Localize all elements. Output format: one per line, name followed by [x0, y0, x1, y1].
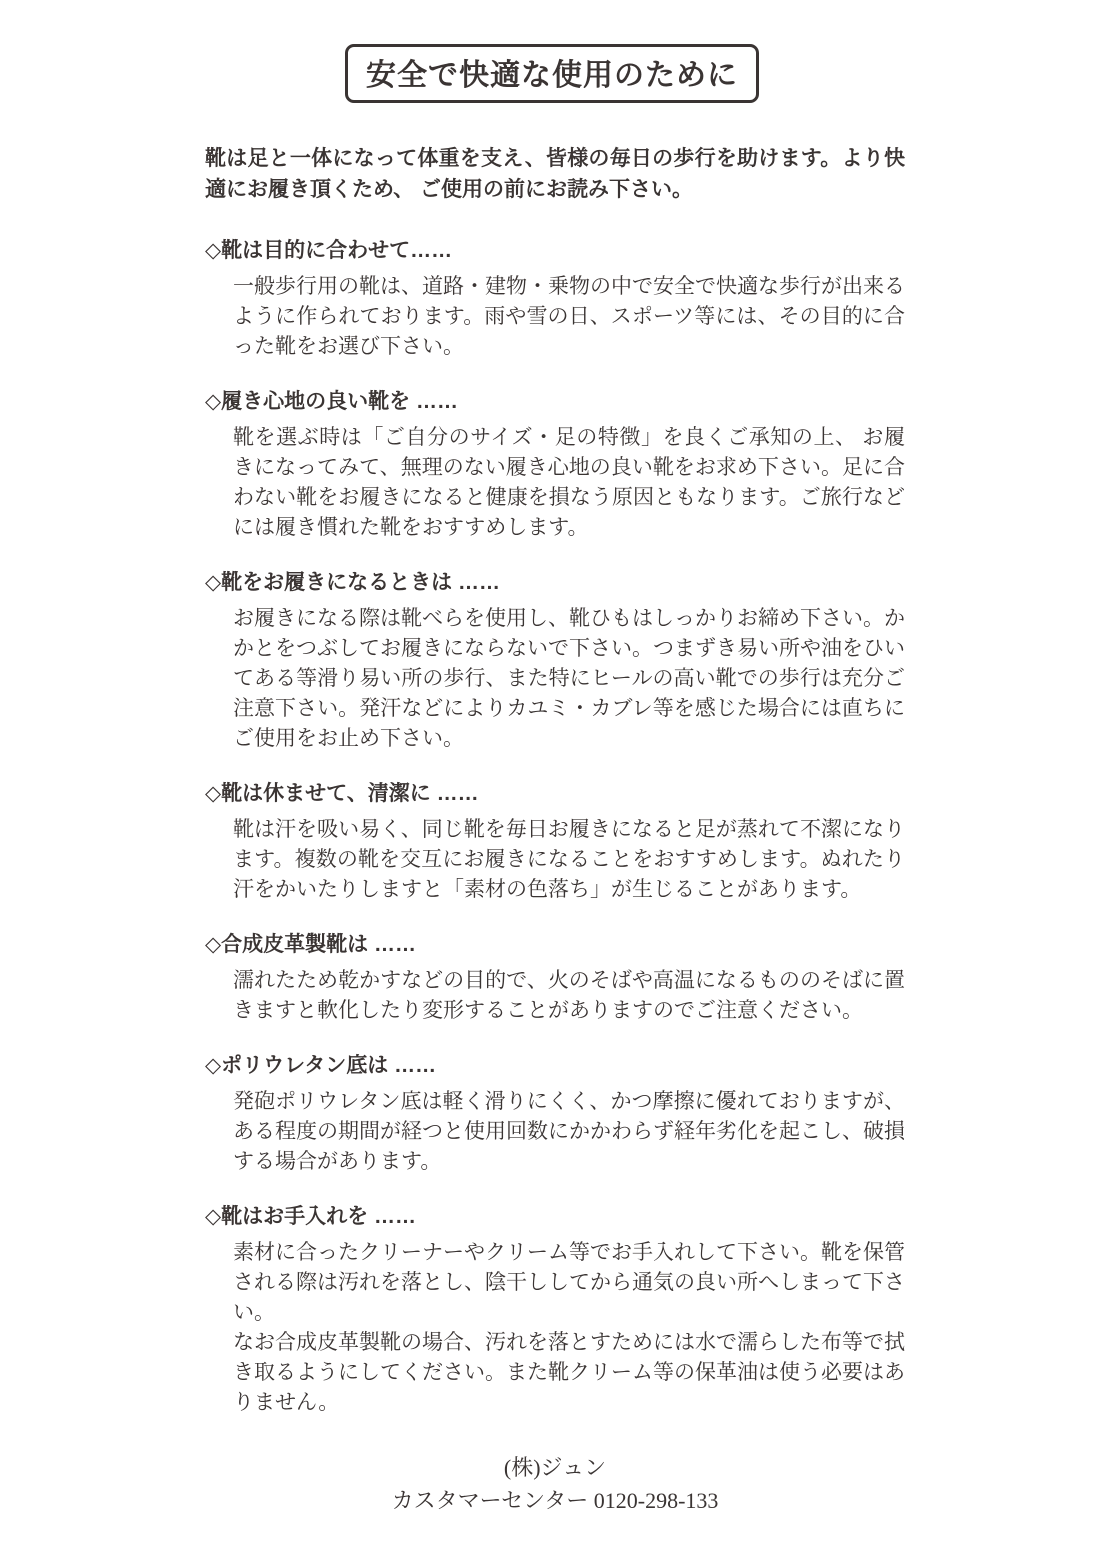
section-body: 一般歩行用の靴は、道路・建物・乗物の中で安全で快適な歩行が出来るように作られております。雨や雪の日、スポーツ等には、その目的に合った靴をお選び下さい。	[233, 274, 905, 358]
footer-company: (株)ジュン	[503, 1455, 607, 1480]
section-body: 靴を選ぶ時は「ご自分のサイズ・足の特徴」を良くご承知の上、 お履きになってみて、無理のない履き心地の良い靴をお求め下さい。足に合わない靴をお履きになると健康を損なう原因ともなります。ご旅行などには履き慣れた靴をおすすめします。	[233, 425, 905, 539]
section-heading: ◇靴は休ませて、清潔に ……	[205, 782, 479, 805]
footer	[205, 1451, 905, 1517]
section-body: 靴は汗を吸い易く、同じ靴を毎日お履きになると足が蒸れて不潔になります。複数の靴を交互にお履きになることをおすすめします。ぬれたり汗をかいたりしますと「素材の色落ち」が生じることがあります。	[233, 817, 905, 901]
section-care	[205, 1203, 905, 1417]
section-body-continued: なお合成皮革製靴の場合、汚れを落とすためには水で濡らした布等で拭き取るようにしてください。また靴クリーム等の保革油は使う必要はありません。	[233, 1330, 905, 1414]
section-synthetic-leather	[205, 931, 905, 1025]
section-body: お履きになる際は靴べらを使用し、靴ひもはしっかりお締め下さい。かかとをつぶしてお履きにならないで下さい。つまずき易い所や油をひいてある等滑り易い所の歩行、また特にヒールの高い靴での歩行は充分ご注意下さい。発汗などによりカユミ・カブレ等を感じた場合には直ちにご使用をお止め下さい。	[233, 606, 905, 750]
section-comfort	[205, 388, 905, 542]
document-content	[205, 143, 905, 1517]
section-heading: ◇合成皮革製靴は ……	[205, 933, 416, 956]
intro-paragraph: 靴は足と一体になって体重を支え、皆様の毎日の歩行を助けます。より快適にお履き頂くため、 ご使用の前にお読み下さい。	[205, 147, 905, 201]
section-heading: ◇履き心地の良い靴を ……	[205, 390, 458, 413]
section-heading: ◇ポリウレタン底は ……	[205, 1054, 437, 1077]
section-heading: ◇靴をお履きになるときは ……	[205, 571, 500, 594]
section-body: 濡れたため乾かすなどの目的で、火のそばや高温になるもののそばに置きますと軟化したり変形することがありますのでご注意ください。	[233, 968, 905, 1022]
section-body: 発砲ポリウレタン底は軽く滑りにくく、かつ摩擦に優れておりますが、ある程度の期間が経つと使用回数にかかわらず経年劣化を起こし、破損する場合があります。	[233, 1089, 905, 1173]
section-heading: ◇靴は目的に合わせて……	[205, 239, 453, 262]
footer-customer-center: カスタマーセンター 0120-298-133	[391, 1488, 719, 1513]
section-wearing	[205, 569, 905, 753]
document-title: 安全で快適な使用のために	[345, 44, 759, 103]
section-purpose	[205, 237, 905, 361]
section-body: 素材に合ったクリーナーやクリーム等でお手入れして下さい。靴を保管される際は汚れを落とし、陰干ししてから通気の良い所へしまって下さい。	[233, 1240, 905, 1324]
section-rest-clean	[205, 780, 905, 904]
title-row	[0, 44, 1104, 103]
section-polyurethane-sole	[205, 1052, 905, 1176]
section-heading: ◇靴はお手入れを ……	[205, 1205, 416, 1228]
